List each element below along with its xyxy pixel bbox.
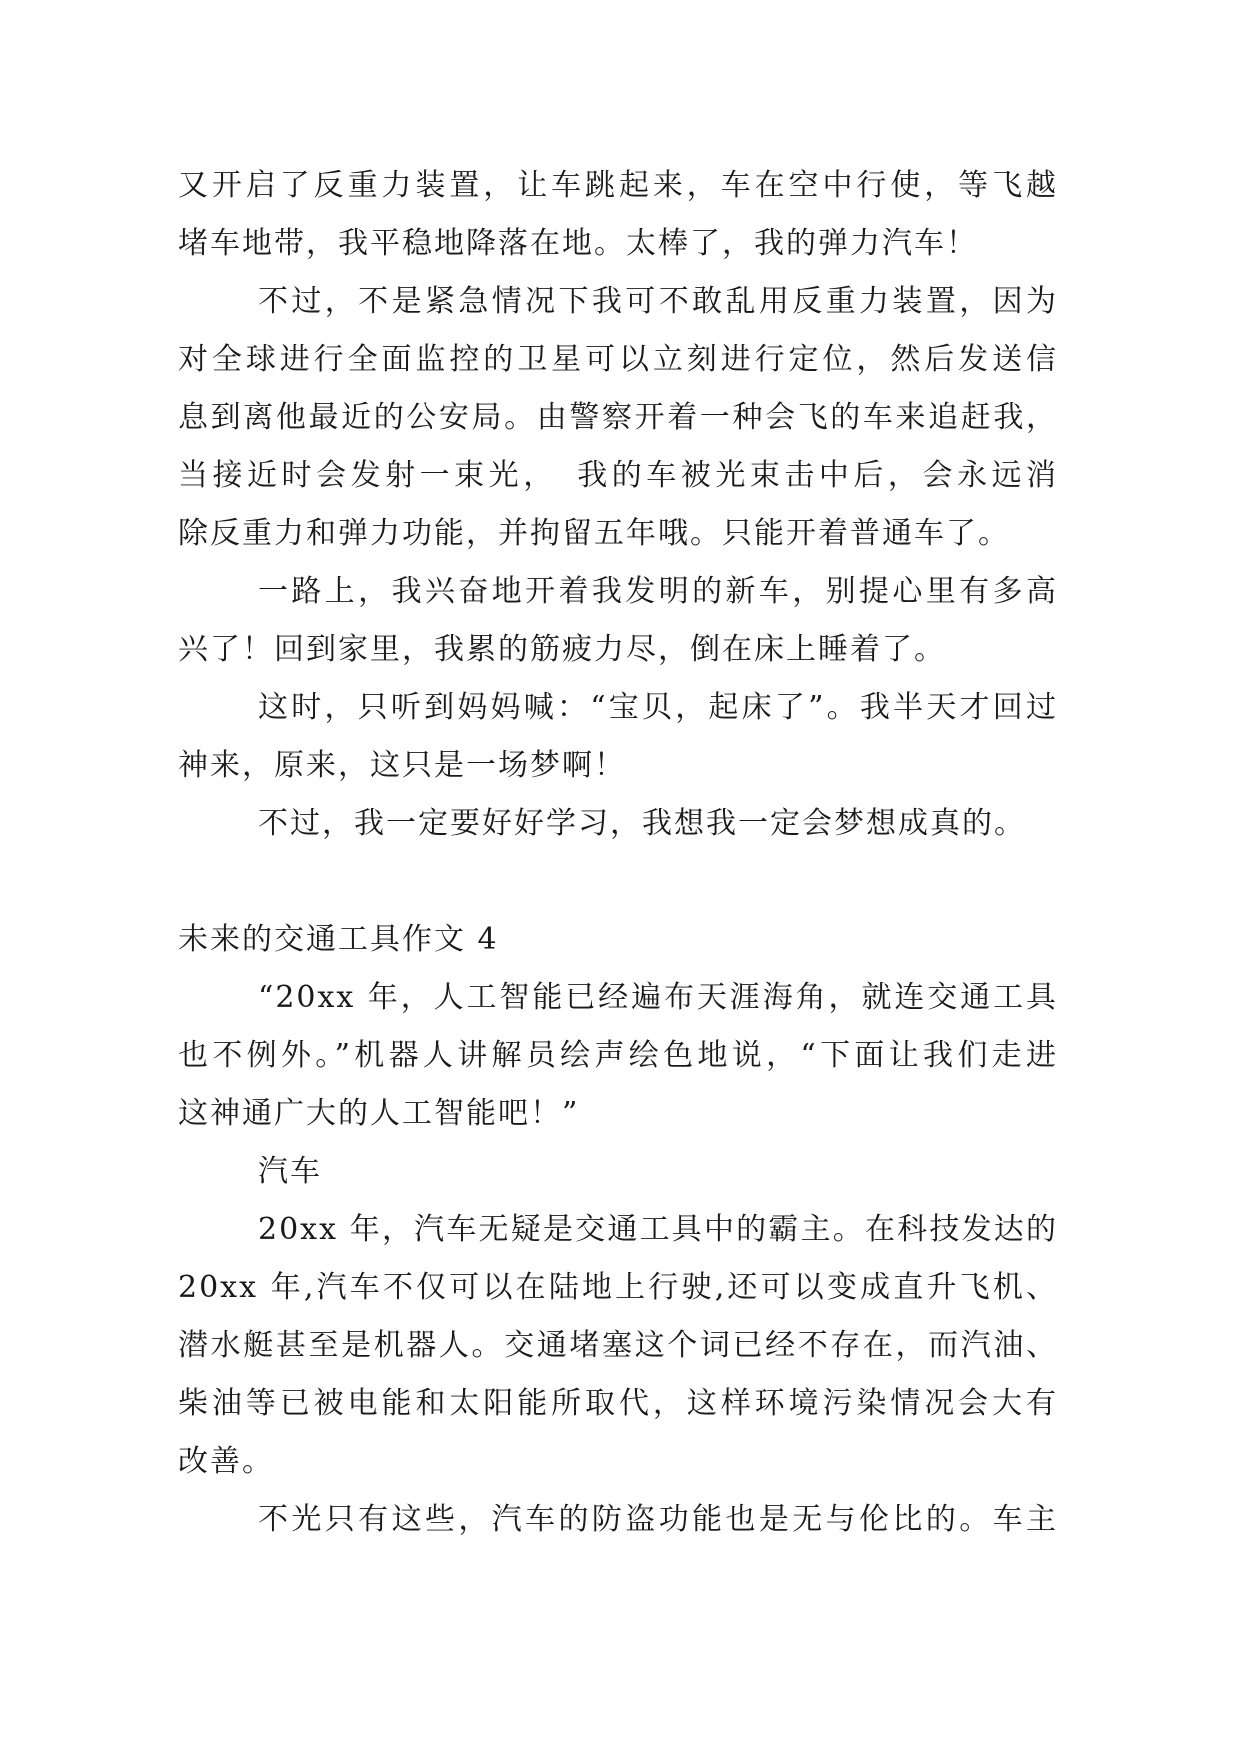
essay-text-block <box>178 157 1058 1549</box>
text-line: 不过，我一定要好好学习，我想我一定会梦想成真的。 <box>258 806 1026 841</box>
text-line: 又开启了反重力装置，让车跳起来，车在空中行使，等飞越 <box>178 168 1058 203</box>
text-line: 这神通广大的人工智能吧！” <box>178 1096 580 1131</box>
text-line: 这时，只听到妈妈喊：“宝贝，起床了”。我半天才回过 <box>258 690 1058 725</box>
text-line: 一路上，我兴奋地开着我发明的新车，别提心里有多高 <box>258 574 1058 609</box>
text-line: 息到离他最近的公安局。由警察开着一种会飞的车来追赶我， <box>178 400 1058 435</box>
text-line: 神来，原来，这只是一场梦啊！ <box>178 748 626 783</box>
text-line: 20xx 年,汽车不仅可以在陆地上行驶,还可以变成直升飞机、 <box>178 1270 1058 1305</box>
text-line: 不光只有这些，汽车的防盗功能也是无与伦比的。车主 <box>258 1502 1058 1537</box>
text-line: 堵车地带，我平稳地降落在地。太棒了，我的弹力汽车！ <box>178 226 978 261</box>
text-line: 对全球进行全面监控的卫星可以立刻进行定位，然后发送信 <box>178 342 1058 377</box>
text-line: “20xx 年，人工智能已经遍布天涯海角，就连交通工具 <box>258 980 1058 1015</box>
text-line: 潜水艇甚至是机器人。交通堵塞这个词已经不存在，而汽油、 <box>178 1328 1058 1363</box>
text-line: 汽车 <box>258 1154 322 1189</box>
text-line: 除反重力和弹力功能，并拘留五年哦。只能开着普通车了。 <box>178 516 1010 551</box>
text-line: 兴了！回到家里，我累的筋疲力尽，倒在床上睡着了。 <box>178 632 946 667</box>
section-heading: 未来的交通工具作文 4 <box>178 922 499 957</box>
text-line: 20xx 年，汽车无疑是交通工具中的霸主。在科技发达的 <box>258 1212 1058 1247</box>
text-line: 当接近时会发射一束光， 我的车被光束击中后，会永远消 <box>178 458 1058 493</box>
text-line: 柴油等已被电能和太阳能所取代，这样环境污染情况会大有 <box>178 1386 1058 1421</box>
text-line: 改善。 <box>178 1444 274 1479</box>
text-line: 不过，不是紧急情况下我可不敢乱用反重力装置，因为 <box>258 284 1058 319</box>
text-line: 也不例外。”机器人讲解员绘声绘色地说，“下面让我们走进 <box>178 1038 1058 1073</box>
